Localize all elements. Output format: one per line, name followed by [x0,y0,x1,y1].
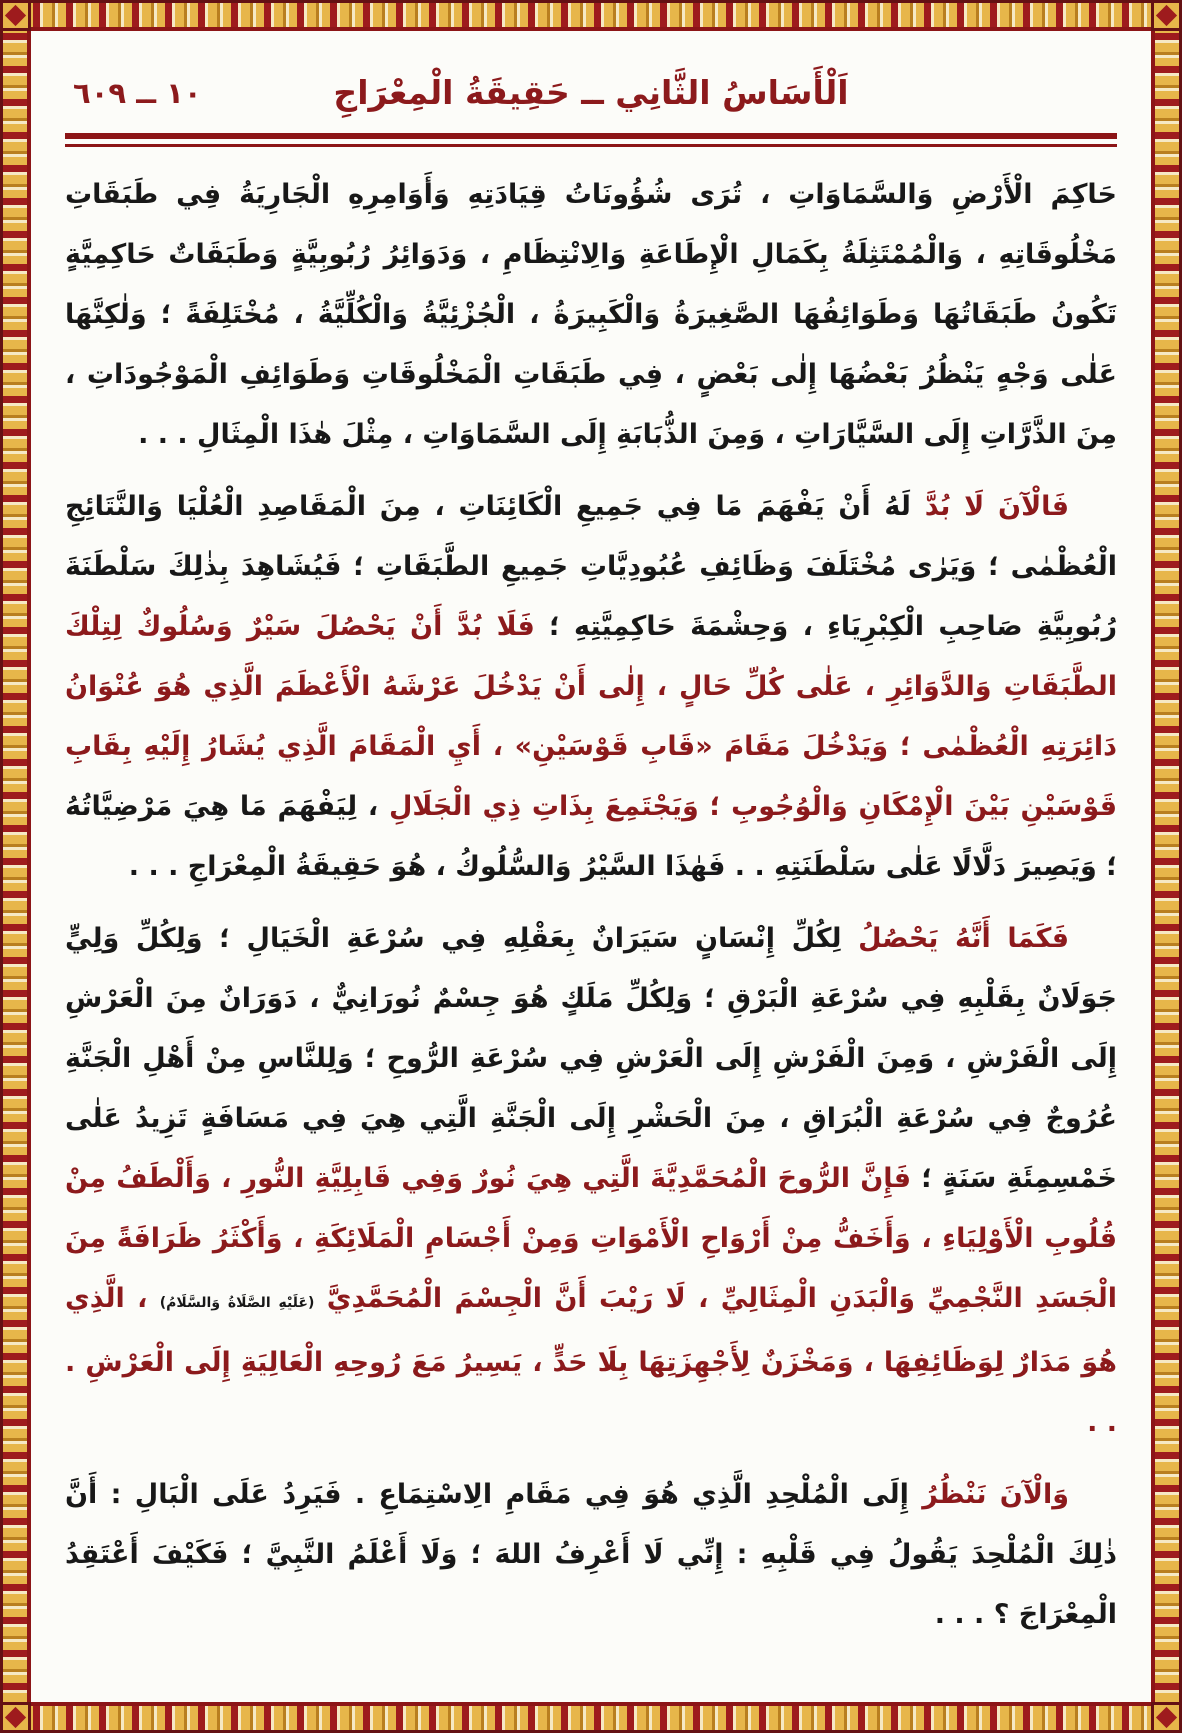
ornamental-corner-icon [1151,0,1182,31]
paragraph [65,477,1117,897]
ornamental-corner-icon [1151,1702,1182,1733]
emphasis-text-run: فَإِنَّ الرُّوحَ الْمُحَمَّدِيَّةَ الَّتِي هِيَ نُورٌ وَفِي قَابِلِيَّةِ النُّورِ ، وَأَلْطَفُ مِنْ قُلُوبِ الْأَوْلِيَاءِ ، وَأَخَفُّ مِنْ أَرْوَاحِ الْأَمْوَاتِ وَمِنْ أَجْسَامِ الْمَلَائِكَةِ ، وَأَكْثَرُ ظَرَافَةً مِنَ الْجَسَدِ النَّجْمِيِّ وَالْبَدَنِ الْمِثَالِيِّ ، لَا رَيْبَ أَنَّ الْجِسْمَ الْمُحَمَّدِيَّ [65,1163,1118,1314]
page-number: ١٠ ــ ٦٠٩ [73,76,202,110]
emphasis-text-run: وَالْآنَ نَنْظُرُ [908,1479,1069,1510]
emphasis-text-run: ، الَّذِي هُوَ مَدَارٌ لِوَظَائِفِهَا ، وَمَخْزَنٌ لِأَجْهِزَتِهَا بِلَا حَدٍّ ، يَسِيرُ مَعَ رُوحِهِ الْعَالِيَةِ إِلَى الْعَرْشِ . . . [65,1283,1117,1438]
body-text-run: حَاكِمَ الْأَرْضِ وَالسَّمَاوَاتِ ، تُرَى شُؤُونَاتُ قِيَادَتِهِ وَأَوَامِرِهِ الْجَارِيَةُ فِي طَبَقَاتِ مَخْلُوقَاتِهِ ، وَالْمُمْتَثِلَةُ بِكَمَالِ الْإِطَاعَةِ وَالِانْتِظَامِ ، وَدَوَائِرُ رُبُوبِيَّةٍ وَطَبَقَاتٌ حَاكِمِيَّةٍ تَكُونُ طَبَقَاتُهَا وَطَوَائِفُهَا الصَّغِيرَةُ وَالْكَبِيرَةُ ، الْجُزْئِيَّةُ وَالْكُلِّيَّةُ ، مُخْتَلِفَةً ؛ وَلٰكِنَّهَا عَلٰى وَجْهٍ يَنْظُرُ بَعْضُهَا إِلٰى بَعْضٍ ، فِي طَبَقَاتِ الْمَخْلُوقَاتِ وَطَوَائِفِ الْمَوْجُودَاتِ ، مِنَ الذَّرَّاتِ إِلَى السَّيَّارَاتِ ، وَمِنَ الذُّبَابَةِ إِلَى السَّمَاوَاتِ ، مِثْلَ هٰذَا الْمِثَالِ . . . [65,179,1117,450]
honorific-mark: (عَلَيْهِ الصَّلَاةُ وَالسَّلَامُ) [159,1295,315,1311]
body-text-run: لِكُلِّ إِنْسَانٍ سَيَرَانٌ بِعَقْلِهِ فِي سُرْعَةِ الْخَيَالِ ؛ وَلِكُلِّ وَلِيٍّ جَوَلَانٌ بِقَلْبِهِ فِي سُرْعَةِ الْبَرْقِ ؛ وَلِكُلِّ مَلَكٍ هُوَ جِسْمٌ نُورَانِيٌّ ، دَوَرَانٌ مِنَ الْعَرْشِ إِلَى الْفَرْشِ ، وَمِنَ الْفَرْشِ إِلَى الْعَرْشِ فِي سُرْعَةِ الرُّوحِ ؛ وَلِلنَّاسِ مِنْ أَهْلِ الْجَنَّةِ عُرُوجٌ فِي سُرْعَةِ الْبُرَاقِ ، مِنَ الْحَشْرِ إِلَى الْجَنَّةِ الَّتِي هِيَ فِي مَسَافَةٍ تَزِيدُ عَلٰى خَمْسِمِئَةِ سَنَةٍ ؛ [65,923,1118,1194]
ornamental-corner-icon [0,1702,31,1733]
ornamental-border-right [1151,0,1182,1733]
ornamental-border-top [0,0,1182,31]
paragraph [65,909,1117,1453]
ornamental-border-bottom [0,1702,1182,1733]
paragraph [65,165,1117,465]
emphasis-text-run: فَكَمَا أَنَّهُ يَحْصُلُ [841,923,1070,954]
body-text-run: إِلَى الْمُلْحِدِ الَّذِي هُوَ فِي مَقَامِ الِاسْتِمَاعِ . فَيَرِدُ عَلَى الْبَالِ : أَنَّ ذٰلِكَ الْمُلْحِدَ يَقُولُ فِي قَلْبِهِ : إِنِّي لَا أَعْرِفُ اللهَ ؛ وَلَا أَعْلَمُ النَّبِيَّ ؛ فَكَيْفَ أَعْتَقِدُ الْمِعْرَاجَ ؟ . . . [65,1479,1117,1630]
emphasis-text-run: فَلَا بُدَّ أَنْ يَحْصُلَ سَيْرٌ وَسُلُوكٌ لِتِلْكَ الطَّبَقَاتِ وَالدَّوَائِرِ ، عَلٰى كُلِّ حَالٍ ، إِلٰى أَنْ يَدْخُلَ عَرْشَهُ الْأَعْظَمَ الَّذِي هُوَ عُنْوَانُ دَائِرَتِهِ الْعُظْمٰى ؛ وَيَدْخُلَ مَقَامَ «قَابِ قَوْسَيْنِ» ، أَيِ الْمَقَامَ الَّذِي يُشَارُ إِلَيْهِ بِقَابِ قَوْسَيْنِ بَيْنَ الْإِمْكَانِ وَالْوُجُوبِ ؛ وَيَجْتَمِعَ بِذَاتِ ذِي الْجَلَالِ [65,611,1118,822]
paragraph [65,1465,1117,1645]
page-header [65,55,1117,131]
page-title: اَلْأَسَاسُ الثَّانِي ــ حَقِيقَةُ الْمِعْرَاجِ [333,73,849,112]
header-rule-thin [65,144,1117,147]
ornamental-border-left [0,0,31,1733]
body-text [65,165,1117,1645]
header-rule-thick [65,133,1117,139]
page-content [31,31,1151,1702]
ornamental-corner-icon [0,0,31,31]
body-text-run: ، لِيَفْهَمَ مَا هِيَ مَرْضِيَّاتُهُ ؛ وَيَصِيرَ دَلَّالًا عَلٰى سَلْطَنَتِهِ . . فَهٰذَا السَّيْرُ وَالسُّلُوكُ ، هُوَ حَقِيقَةُ الْمِعْرَاجِ . . . [65,791,1117,882]
body-text-run: لَهُ أَنْ يَفْهَمَ مَا فِي جَمِيعِ الْكَائِنَاتِ ، مِنَ الْمَقَاصِدِ الْعُلْيَا وَالنَّتَائِجِ الْعُظْمٰى ؛ وَيَرٰى مُخْتَلَفَ وَظَائِفِ عُبُودِيَّاتِ جَمِيعِ الطَّبَقَاتِ ؛ فَيُشَاهِدَ بِذٰلِكَ سَلْطَنَةَ رُبُوبِيَّةِ صَاحِبِ الْكِبْرِيَاءِ ، وَحِشْمَةَ حَاكِمِيَّتِهِ ؛ [65,491,1117,642]
emphasis-text-run: فَالْآنَ لَا بُدَّ [910,491,1070,522]
